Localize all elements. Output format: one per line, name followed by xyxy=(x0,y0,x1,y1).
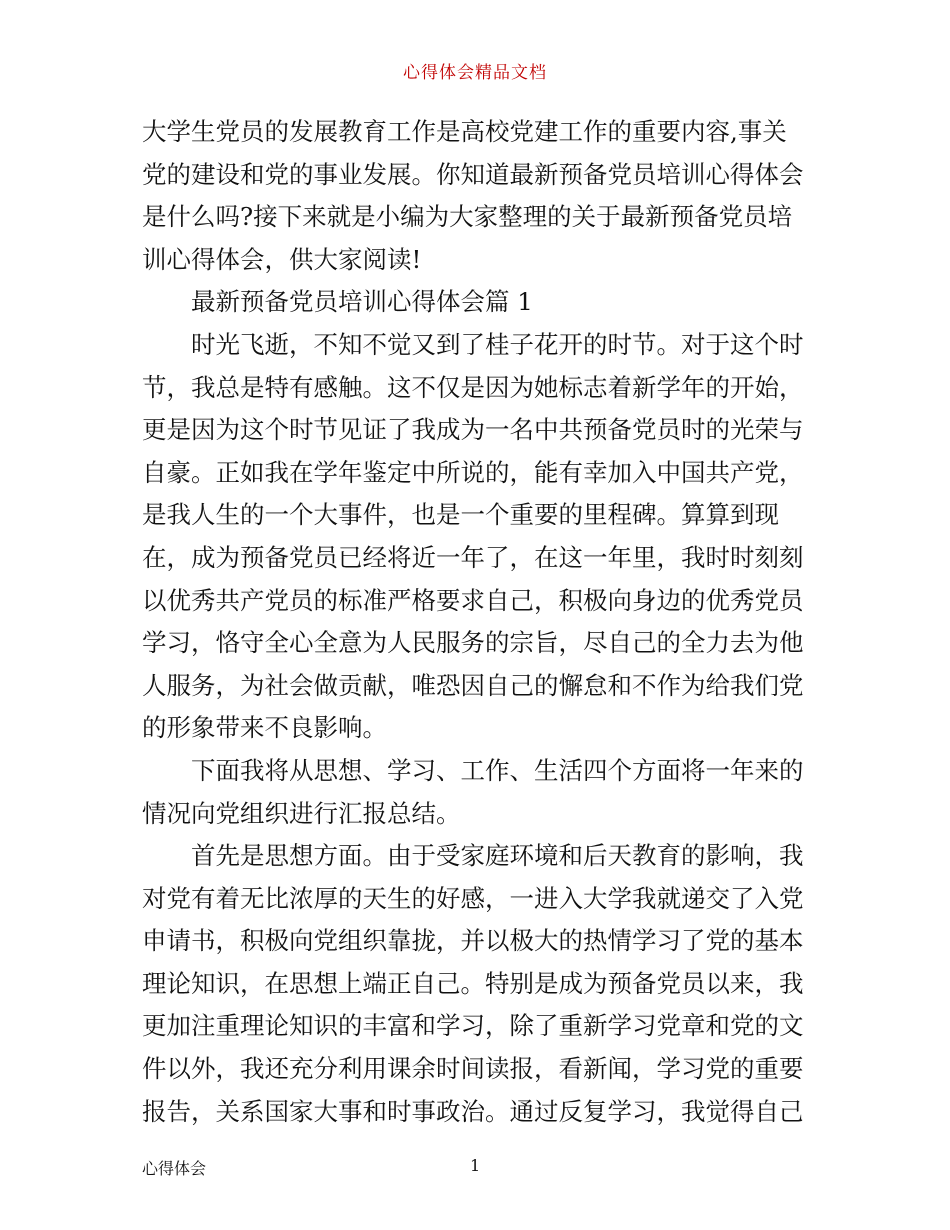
text-line: 情况向党组织进行汇报总结。 xyxy=(142,798,461,828)
page-number: 1 xyxy=(470,1156,481,1175)
text-line: 自豪。正如我在学年鉴定中所说的，能有幸加入中国共产党， xyxy=(142,457,804,487)
page-header-title: 心得体会精品文档 xyxy=(403,63,547,83)
text-line: 在，成为预备党员已经将近一年了，在这一年里，我时时刻刻 xyxy=(142,542,804,572)
text-line: 训心得体会，供大家阅读! xyxy=(142,244,422,274)
text-line: 首先是思想方面。由于受家庭环境和后天教育的影响，我 xyxy=(191,841,804,871)
text-line: 更加注重理论知识的丰富和学习，除了重新学习党章和党的文 xyxy=(142,1011,804,1041)
text-line: 理论知识，在思想上端正自己。特别是成为预备党员以来，我 xyxy=(142,968,804,998)
text-line: 人服务，为社会做贡献，唯恐因自己的懈怠和不作为给我们党 xyxy=(142,670,804,700)
text-line: 党的建设和党的事业发展。你知道最新预备党员培训心得体会 xyxy=(142,159,804,189)
page-footer-label: 心得体会 xyxy=(142,1159,207,1178)
text-line: 对党有着无比浓厚的天生的好感，一进入大学我就递交了入党 xyxy=(142,883,804,913)
text-line: 节，我总是特有感触。这不仅是因为她标志着新学年的开始， xyxy=(142,372,804,402)
text-line: 学习，恪守全心全意为人民服务的宗旨，尽自己的全力去为他 xyxy=(142,628,804,658)
text-line: 申请书，积极向党组织靠拢，并以极大的热情学习了党的基本 xyxy=(142,926,804,956)
text-line: 是什么吗?接下来就是小编为大家整理的关于最新预备党员培 xyxy=(142,202,793,232)
text-line: 以优秀共产党员的标准严格要求自己，积极向身边的优秀党员 xyxy=(142,585,804,615)
text-line: 更是因为这个时节见证了我成为一名中共预备党员时的光荣与 xyxy=(142,415,804,445)
text-line: 大学生党员的发展教育工作是高校党建工作的重要内容,事关 xyxy=(142,117,787,146)
text-line: 时光飞逝，不知不觉又到了桂子花开的时节。对于这个时 xyxy=(191,329,804,359)
text-line: 报告，关系国家大事和时事政治。通过反复学习，我觉得自己 xyxy=(142,1096,804,1126)
text-line: 是我人生的一个大事件，也是一个重要的里程碑。算算到现 xyxy=(142,500,779,530)
text-line: 下面我将从思想、学习、工作、生活四个方面将一年来的 xyxy=(191,755,804,785)
text-line: 件以外，我还充分利用课余时间读报，看新闻，学习党的重要 xyxy=(142,1054,804,1084)
text-line: 的形象带来不良影响。 xyxy=(142,713,387,743)
text-line: 最新预备党员培训心得体会篇 1 xyxy=(191,287,533,317)
document-body xyxy=(142,111,814,1133)
